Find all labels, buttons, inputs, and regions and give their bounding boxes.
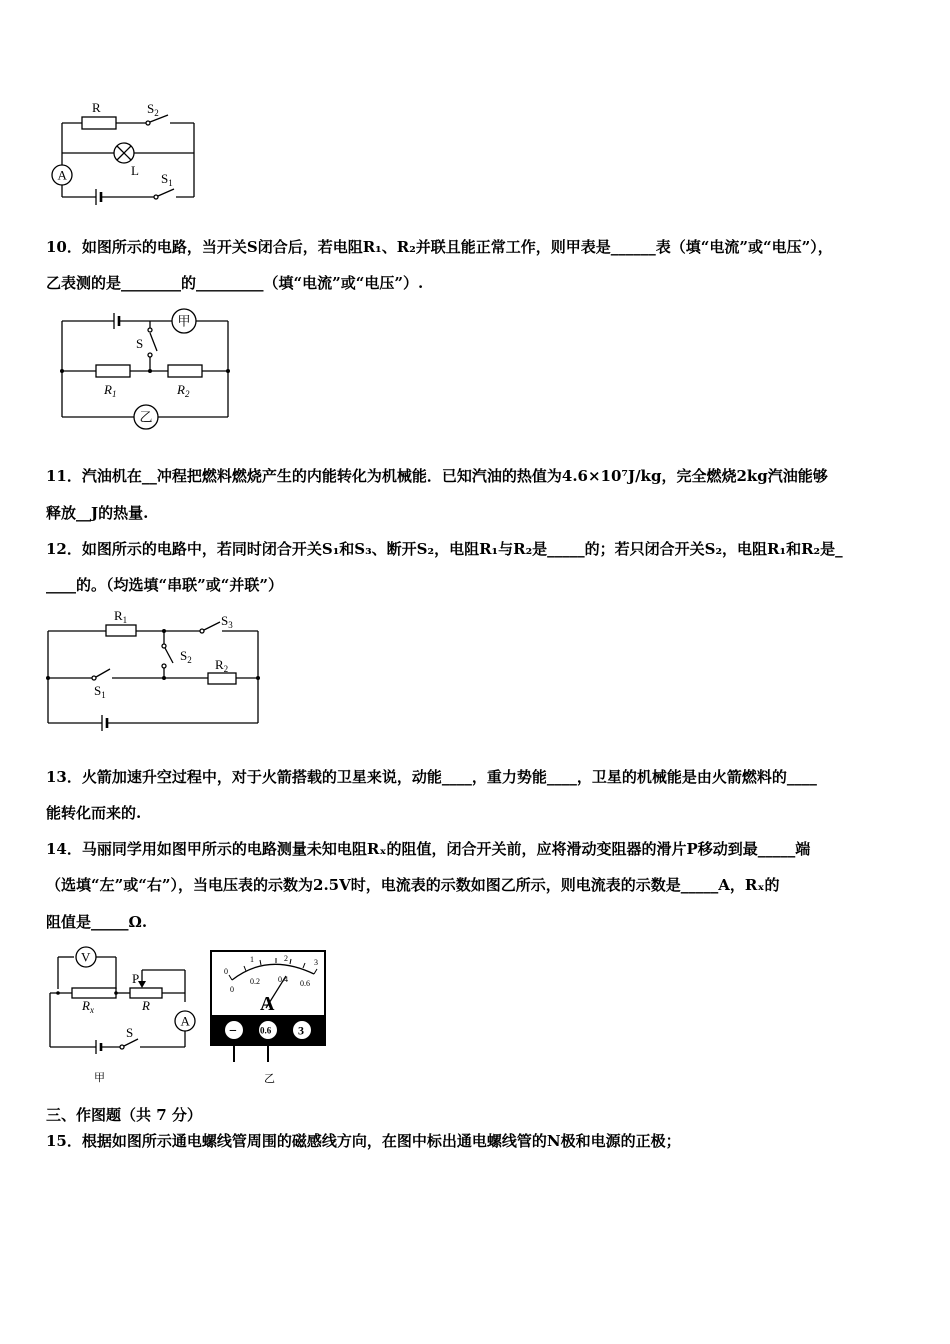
- meter-unit: A: [260, 993, 275, 1015]
- circuit-diagram-q10: [56, 305, 236, 435]
- terminal-0.6-label: 0.6: [260, 1025, 272, 1036]
- label-P: P: [132, 971, 140, 986]
- scale-top-0: 0: [224, 967, 228, 976]
- q13-line2: 能转化而来的.: [46, 804, 142, 822]
- label-R: R: [92, 100, 101, 115]
- q14-line1: 14．马丽同学用如图甲所示的电路测量未知电阻Rₓ的阻值，闭合开关前，应将滑动变阻器的滑片P移动到最_____端: [46, 840, 811, 858]
- q12-line1: 12．如图所示的电路中，若同时闭合开关S₁和S₃、断开S₂，电阻R₁与R₂是_____的；若只闭合开关S₂，电阻R₁和R₂是_: [46, 540, 843, 558]
- caption-yi: 乙: [264, 1073, 275, 1085]
- resistor-Rx: [72, 988, 116, 998]
- q15-line1: 15．根据如图所示通电螺线管周围的磁感线方向，在图中标出通电螺线管的N极和电源的正极；: [46, 1132, 681, 1150]
- section-title: 三、作图题（共 7 分）: [46, 1106, 202, 1124]
- label-S2: $S_2$: [180, 648, 192, 665]
- circuit-diagram-top: [48, 95, 208, 215]
- q11-line2: 释放__J的热量.: [46, 504, 149, 522]
- label-S3: $S_3$: [221, 613, 233, 630]
- meter-yi-label: 乙: [139, 409, 153, 425]
- scale-bottom-0: 0: [230, 985, 234, 994]
- label-L: L: [131, 163, 139, 178]
- resistor-R2: [168, 365, 202, 377]
- label-S1: $S_1$: [94, 683, 106, 700]
- meter-jia-label: 甲: [177, 313, 191, 329]
- label-R1: $R_1$: [104, 382, 117, 399]
- terminal-minus-label: −: [229, 1024, 237, 1039]
- scale-top-3: 3: [314, 958, 318, 967]
- ammeter-label: A: [57, 167, 67, 183]
- scale-top-2: 2: [284, 954, 288, 963]
- resistor-R2: [208, 673, 236, 684]
- q11-line1: 11．汽油机在__冲程把燃料燃烧产生的内能转化为机械能．已知汽油的热值为4.6×10⁷J/kg，完全燃烧2kg汽油能够: [46, 467, 828, 485]
- resistor-R1: [106, 625, 136, 636]
- label-R2: $R_2$: [215, 657, 229, 674]
- q14-line3: 阻值是_____Ω.: [46, 913, 148, 931]
- resistor-R1: [96, 365, 130, 377]
- q14-line2: （选填“左”或“右”），当电压表的示数为2.5V时，电流表的示数如图乙所示，则电流表的示数是_____A，Rₓ的: [46, 876, 780, 894]
- scale-bottom-3: 0.6: [300, 979, 310, 988]
- terminal-3-label: 3: [298, 1023, 304, 1038]
- label-S: S: [136, 336, 144, 351]
- resistor-R: [82, 117, 116, 129]
- ammeter-label: A: [180, 1013, 190, 1029]
- label-Rx: $R_x$: [82, 998, 94, 1015]
- label-R1: $R_1$: [114, 608, 128, 625]
- label-S2: $S_2$: [147, 101, 159, 118]
- q10-line2: 乙表测的是________的_________（填“电流”或“电压”）.: [46, 274, 424, 292]
- scale-bottom-2: 0.4: [278, 975, 288, 984]
- voltmeter-label: V: [81, 949, 91, 965]
- scale-top-1: 1: [250, 955, 254, 964]
- q13-line1: 13．火箭加速升空过程中，对于火箭搭载的卫星来说，动能____，重力势能____，卫星的机械能是由火箭燃料的____: [46, 768, 817, 786]
- label-R2: $R_2$: [177, 382, 190, 399]
- label-S: S: [126, 1025, 134, 1040]
- circuit-diagram-q12: [44, 603, 269, 738]
- caption-jia: 甲: [94, 1072, 105, 1084]
- label-R: R: [142, 998, 150, 1013]
- ammeter-dial-q14-yi: [210, 950, 330, 1090]
- circuit-diagram-q14-jia: [46, 944, 206, 1089]
- rheostat-R: [130, 988, 162, 998]
- q10-line1: 10．如图所示的电路，当开关S闭合后，若电阻R₁、R₂并联且能正常工作，则甲表是______表（填“电流”或“电压”），: [46, 238, 833, 256]
- label-S1: $S_1$: [161, 171, 173, 188]
- scale-bottom-1: 0.2: [250, 977, 260, 986]
- q12-line2: ____的。（均选填“串联”或“并联”）: [46, 576, 284, 594]
